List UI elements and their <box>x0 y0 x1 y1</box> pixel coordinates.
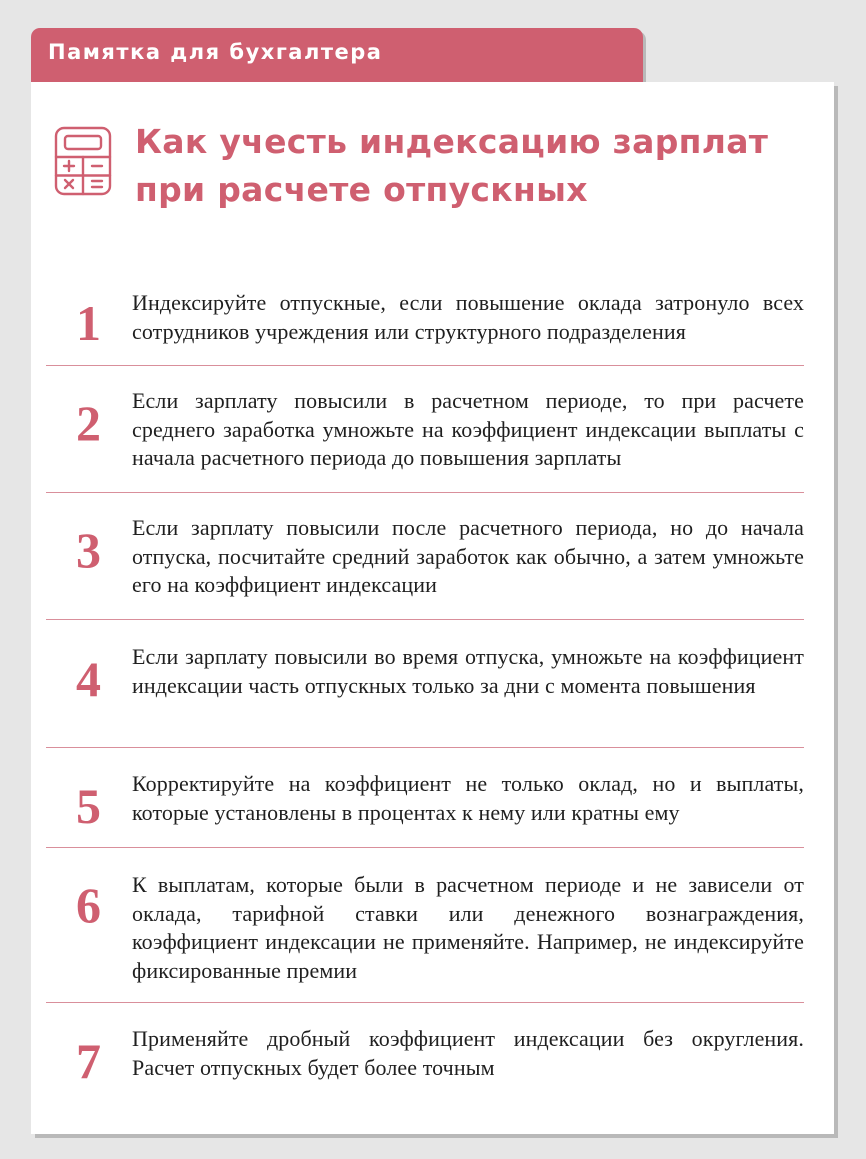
memo-card <box>31 82 834 1134</box>
divider <box>46 619 804 620</box>
divider <box>46 747 804 748</box>
divider <box>46 365 804 366</box>
item-number: 5 <box>76 778 101 834</box>
divider <box>46 492 804 493</box>
item-text: Если зарплату повысили после расчетного периода, но до начала отпуска, посчитайте средний заработок как обычно, а затем умножьте его на коэффициент индексации <box>132 515 804 597</box>
item-number: 6 <box>76 877 101 933</box>
item-text: Если зарплату повысили в расчетном периоде, то при расчете среднего заработка умножьте на коэффициент индексации выплаты с начала расчетного периода до повышения зарплаты <box>132 388 804 470</box>
divider <box>46 847 804 848</box>
item-number: 1 <box>76 295 101 351</box>
item-text: Корректируйте на коэффициент не только оклад, но и выплаты, которые установлены в процентах к нему или кратны ему <box>132 771 804 825</box>
item-number: 4 <box>76 651 101 707</box>
item-text: К выплатам, которые были в расчетном периоде и не зависели от оклада, тарифной ставки или денежного вознаграждения, коэффициент индексации не применяйте. Например, не индексируйте фиксированные премии <box>132 872 804 983</box>
item-number: 2 <box>76 395 101 451</box>
calculator-icon <box>54 126 112 196</box>
item-number: 3 <box>76 522 101 578</box>
title-line-1: Как учесть индексацию зарплат <box>135 122 769 161</box>
divider <box>46 1002 804 1003</box>
item-text: Индексируйте отпускные, если повышение оклада затронуло всех сотрудников учреждения или структурного подразделения <box>132 290 804 344</box>
item-text: Если зарплату повысили во время отпуска, умножьте на коэффициент индексации часть отпускных только за дни с момента повышения <box>132 644 804 698</box>
item-text: Применяйте дробный коэффициент индексации без округления. Расчет отпускных будет более точным <box>132 1026 804 1080</box>
memo-tab <box>31 28 643 84</box>
title-line-2: при расчете отпускных <box>135 170 588 209</box>
memo-tab-label: Памятка для бухгалтера <box>48 40 383 64</box>
page-title <box>135 118 825 214</box>
item-number: 7 <box>76 1033 101 1089</box>
